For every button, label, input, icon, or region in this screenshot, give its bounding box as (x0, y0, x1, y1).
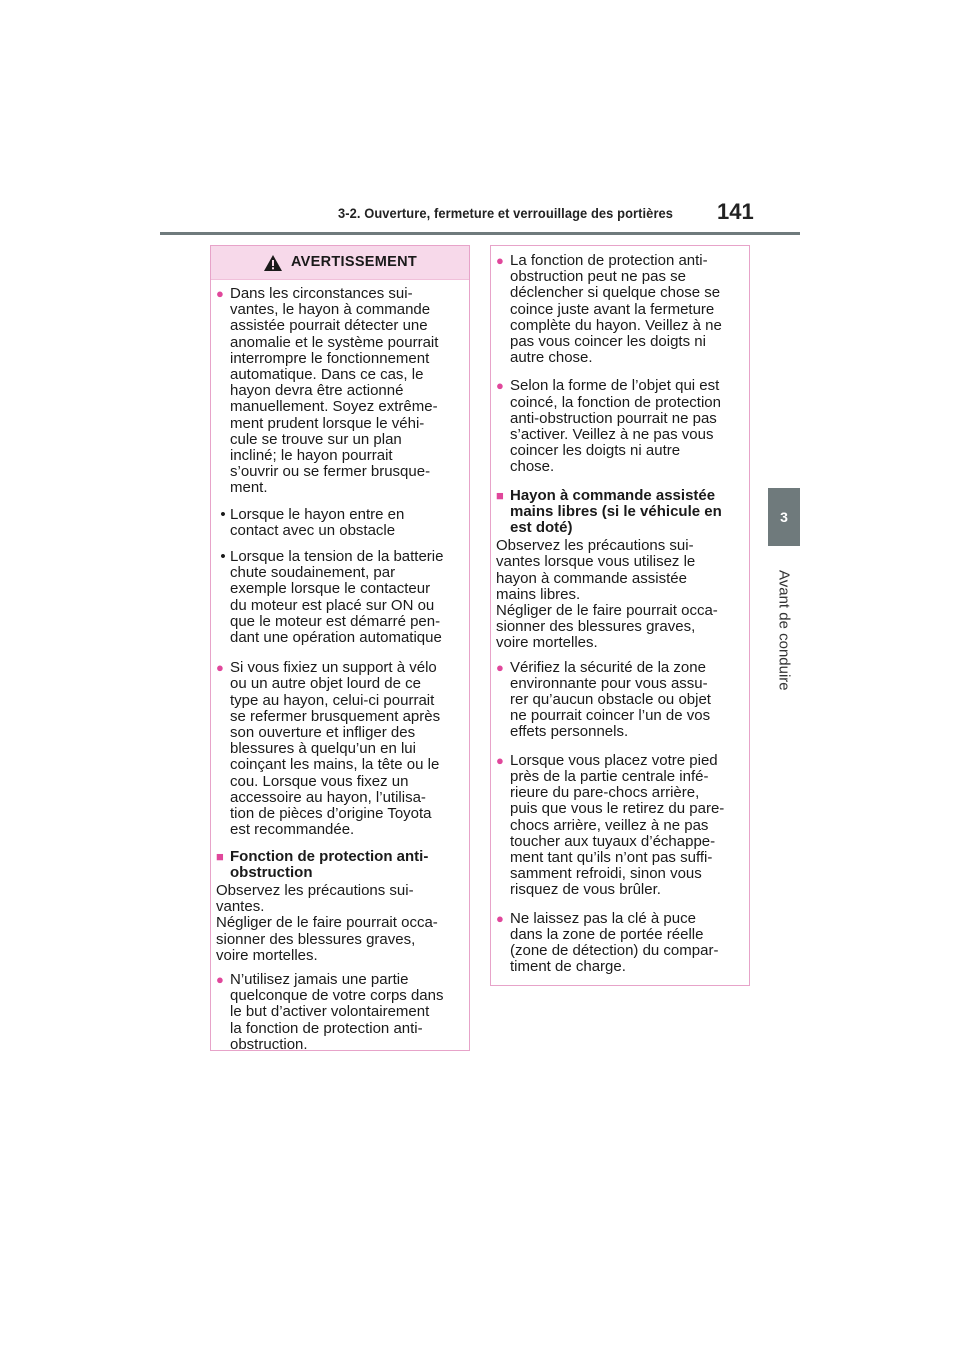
list-item-text: Lorsque vous placez votre pied près de la partie centrale infé- rieure du pare-chocs arrière, puis que vous le retirez du pare- chocs arrière, veillez à ne pas toucher aux tuyaux d’échappe- ment tant qu’ils n’ont pas suffi- samment refroidi, sinon vous risquez de vous brûler. (510, 751, 725, 899)
warning-box-continued (490, 245, 750, 986)
pink-circle-bullet-icon: ● (496, 378, 504, 394)
warning-triangle-icon (263, 254, 283, 272)
list-item (496, 753, 743, 899)
pink-circle-bullet-icon: ● (216, 286, 224, 301)
warning-box (210, 245, 470, 1051)
list-item (496, 253, 743, 366)
sub-item-text: Lorsque la tension de la batterie chute soudainement, par exemple lorsque le contacteur du moteur est placé sur ON ou que le moteur est démarré pen- dant une opération automatique (230, 548, 444, 647)
sub-item (216, 549, 463, 646)
list-item (216, 972, 463, 1053)
header-rule (160, 232, 800, 235)
sub-item (216, 507, 463, 539)
chapter-number: 3 (780, 509, 788, 525)
list-item-text: La fonction de protection anti- obstruction peut ne pas se déclencher si quelque chose se coince juste avant la fermeture complète du hayon. Veillez à ne pas vous coincer les doigts ni autre chose. (510, 252, 722, 367)
pink-circle-bullet-icon: ● (496, 910, 504, 926)
paragraph: Observez les précautions sui- vantes. Négliger de le faire pourrait occa- sionner des blessures graves, voire mortelles. (216, 881, 438, 964)
dot-bullet-icon: • (220, 548, 226, 566)
list-item-text: Vérifiez la sécurité de la zone environnante pour vous assu- rer qu’aucun obstacle ou objet ne pourrait coincer l’un de vos effets personnels. (510, 658, 711, 741)
warning-title: AVERTISSEMENT (290, 254, 418, 271)
list-item-text: N’utilisez jamais une partie quelconque de votre corps dans le but d’activer volontairement la fonction de protection anti- obstruction. (230, 970, 444, 1053)
list-item-text: Si vous fixiez un support à vélo ou un autre objet lourd de ce type au hayon, celui-ci pourrait se refermer brusquement après son ouverture et infliger des blessures à quelqu’un en lui coinçant les mains, la tête ou le cou. Lorsque vous fixez un accessoire au hayon, l’utilisa- tion de pièces d’origine Toyota est recommandée. (230, 659, 441, 839)
list-item-text: Ne laissez pas la clé à puce dans la zone de portée réelle (zone de détection) du compar- timent de charge. (510, 909, 719, 976)
list-item-text: Dans les circonstances sui- vantes, le hayon à commande assistée pourrait détecter une anomalie et le système pourrait interrompre le fonctionnement automatique. Dans ce cas, le hayon devra être actionné manuellement. Soyez extrême- ment prudent lorsque le véhi- cule se trouve sur un plan incliné; le hayon pourrait s’ouvrir ou se fermer brusque- ment. (230, 285, 439, 497)
section-heading (216, 849, 463, 881)
list-item-text: Selon la forme de l’objet qui est coincé, la fonction de protection anti-obstruction pourrait ne pas s’activer. Veillez à ne pas vous coincer les doigts ni autre chose. (510, 377, 721, 476)
pink-circle-bullet-icon: ● (496, 253, 504, 268)
chapter-label: Avant de conduire (775, 569, 793, 691)
section-heading-text: Fonction de protection anti- obstruction (230, 847, 429, 881)
pink-circle-bullet-icon: ● (216, 660, 224, 676)
pink-circle-bullet-icon: ● (496, 752, 504, 768)
pink-circle-bullet-icon: ● (496, 659, 504, 675)
page-number: 141 (717, 199, 754, 224)
list-item (496, 911, 743, 976)
section-heading (496, 488, 743, 537)
list-item (216, 660, 463, 838)
list-item (496, 378, 743, 475)
pink-circle-bullet-icon: ● (216, 971, 224, 987)
warning-header (211, 246, 469, 280)
list-item (496, 660, 743, 741)
pink-square-icon: ■ (216, 848, 224, 864)
section-heading-text: Hayon à commande assistée mains libres (si le véhicule en est doté) (510, 486, 722, 537)
sub-item-text: Lorsque le hayon entre en contact avec un obstacle (230, 505, 405, 539)
chapter-tab (768, 488, 800, 546)
dot-bullet-icon: • (220, 505, 226, 523)
section-title: 3-2. Ouverture, fermeture et verrouillage des portières (338, 205, 674, 221)
chapter-label-container (755, 560, 813, 700)
paragraph: Observez les précautions sui- vantes lorsque vous utilisez le hayon à commande assistée mains libres. Négliger de le faire pourrait occa- sionner des blessures graves, voire mortelles. (496, 537, 718, 652)
pink-square-icon: ■ (496, 487, 504, 503)
list-item (216, 286, 463, 497)
